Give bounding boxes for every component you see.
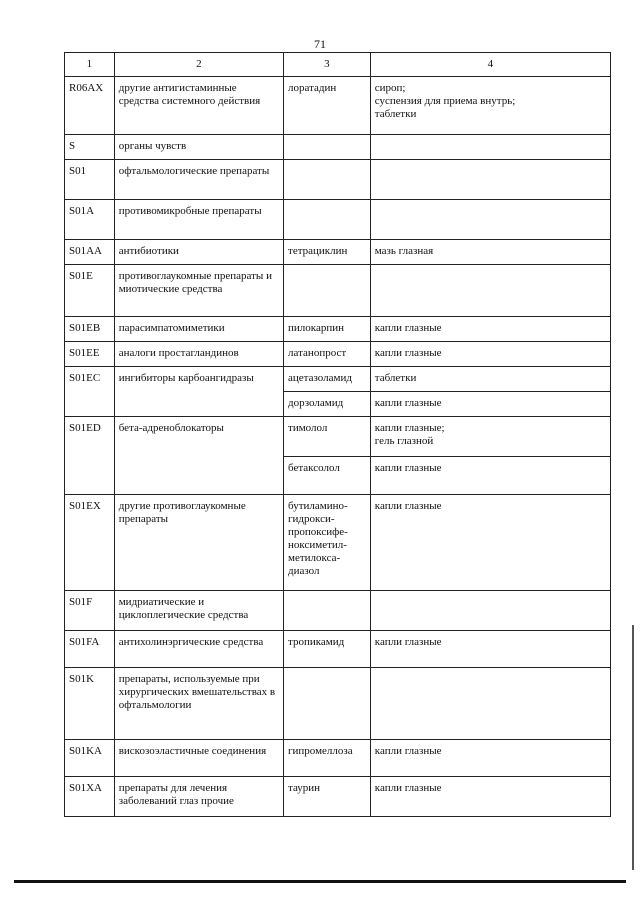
drug-name-cell: гипромеллоза xyxy=(284,740,371,777)
page-number: 71 xyxy=(314,37,326,51)
group-name-cell: другие противоглаукомные препараты xyxy=(114,495,283,591)
drug-name-cell: пилокарпин xyxy=(284,317,371,342)
atc-code-cell: S01 xyxy=(65,160,115,200)
drug-name-cell: лоратадин xyxy=(284,77,371,135)
dosage-form-cell xyxy=(370,135,610,160)
dosage-form-cell: капли глазные xyxy=(370,777,610,817)
group-name-cell: ингибиторы карбоангидразы xyxy=(114,367,283,417)
dosage-form-cell: капли глазные xyxy=(370,740,610,777)
group-name-cell: препараты, используемые при хирургических вмешательствах в офтальмологии xyxy=(114,668,283,740)
header-row xyxy=(65,53,611,77)
table-row xyxy=(65,342,611,367)
table-row xyxy=(65,200,611,240)
atc-code-cell: S01ED xyxy=(65,417,115,495)
dosage-form-cell xyxy=(370,200,610,240)
group-name-cell: антибиотики xyxy=(114,240,283,265)
drug-name-cell: бетаксолол xyxy=(284,457,371,495)
atc-code-cell: S01KA xyxy=(65,740,115,777)
group-name-cell: офтальмологические препараты xyxy=(114,160,283,200)
table-row xyxy=(65,265,611,317)
table-row xyxy=(65,631,611,668)
atc-code-cell: S01FA xyxy=(65,631,115,668)
table-body xyxy=(65,77,611,817)
table-row xyxy=(65,495,611,591)
drug-name-cell: ацетазоламид xyxy=(284,367,371,392)
column-header: 1 xyxy=(65,53,115,77)
table-row xyxy=(65,668,611,740)
drug-name-cell: дорзоламид xyxy=(284,392,371,417)
atc-code-cell: S01E xyxy=(65,265,115,317)
dosage-form-cell: сироп; суспензия для приема внутрь; таблетки xyxy=(370,77,610,135)
drug-name-cell: тетрациклин xyxy=(284,240,371,265)
dosage-form-cell xyxy=(370,591,610,631)
group-name-cell: органы чувств xyxy=(114,135,283,160)
atc-code-cell: S01AA xyxy=(65,240,115,265)
drug-name-cell xyxy=(284,200,371,240)
group-name-cell: бета-адреноблокаторы xyxy=(114,417,283,495)
atc-code-cell: S01A xyxy=(65,200,115,240)
atc-code-cell: R06AX xyxy=(65,77,115,135)
table-row xyxy=(65,417,611,457)
atc-code-cell: S xyxy=(65,135,115,160)
drug-name-cell xyxy=(284,160,371,200)
atc-code-cell: S01EC xyxy=(65,367,115,417)
margin-mark xyxy=(632,625,634,870)
dosage-form-cell xyxy=(370,668,610,740)
column-header: 2 xyxy=(114,53,283,77)
drug-name-cell xyxy=(284,668,371,740)
drug-table xyxy=(64,52,611,817)
dosage-form-cell: капли глазные xyxy=(370,342,610,367)
dosage-form-cell: капли глазные xyxy=(370,495,610,591)
group-name-cell: противомикробные препараты xyxy=(114,200,283,240)
group-name-cell: вискозоэластичные соединения xyxy=(114,740,283,777)
dosage-form-cell: капли глазные; гель глазной xyxy=(370,417,610,457)
group-name-cell: парасимпатомиметики xyxy=(114,317,283,342)
atc-code-cell: S01EB xyxy=(65,317,115,342)
atc-code-cell: S01XA xyxy=(65,777,115,817)
group-name-cell: аналоги простагландинов xyxy=(114,342,283,367)
atc-code-cell: S01F xyxy=(65,591,115,631)
drug-name-cell: таурин xyxy=(284,777,371,817)
drug-name-cell: тимолол xyxy=(284,417,371,457)
drug-name-cell xyxy=(284,135,371,160)
column-header: 3 xyxy=(284,53,371,77)
drug-name-cell: бутиламино- гидрокси- пропоксифе- ноксиметил- метилокса- диазол xyxy=(284,495,371,591)
table-row xyxy=(65,77,611,135)
column-header: 4 xyxy=(370,53,610,77)
drug-name-cell: тропикамид xyxy=(284,631,371,668)
bottom-rule xyxy=(14,880,626,883)
group-name-cell: другие антигистаминные средства системного действия xyxy=(114,77,283,135)
group-name-cell: мидриатические и циклоплегические средства xyxy=(114,591,283,631)
table-row xyxy=(65,135,611,160)
drug-name-cell xyxy=(284,265,371,317)
atc-code-cell: S01EE xyxy=(65,342,115,367)
group-name-cell: противоглаукомные препараты и миотические средства xyxy=(114,265,283,317)
dosage-form-cell: мазь глазная xyxy=(370,240,610,265)
drug-name-cell: латанопрост xyxy=(284,342,371,367)
dosage-form-cell: капли глазные xyxy=(370,392,610,417)
dosage-form-cell: капли глазные xyxy=(370,457,610,495)
dosage-form-cell: таблетки xyxy=(370,367,610,392)
table-row xyxy=(65,367,611,392)
dosage-form-cell xyxy=(370,265,610,317)
dosage-form-cell xyxy=(370,160,610,200)
drug-name-cell xyxy=(284,591,371,631)
group-name-cell: препараты для лечения заболеваний глаз прочие xyxy=(114,777,283,817)
table-row xyxy=(65,160,611,200)
dosage-form-cell: капли глазные xyxy=(370,631,610,668)
table-row xyxy=(65,740,611,777)
group-name-cell: антихолинэргические средства xyxy=(114,631,283,668)
table-row xyxy=(65,777,611,817)
table-row xyxy=(65,240,611,265)
atc-code-cell: S01EX xyxy=(65,495,115,591)
atc-code-cell: S01K xyxy=(65,668,115,740)
table-row xyxy=(65,591,611,631)
table-row xyxy=(65,317,611,342)
dosage-form-cell: капли глазные xyxy=(370,317,610,342)
